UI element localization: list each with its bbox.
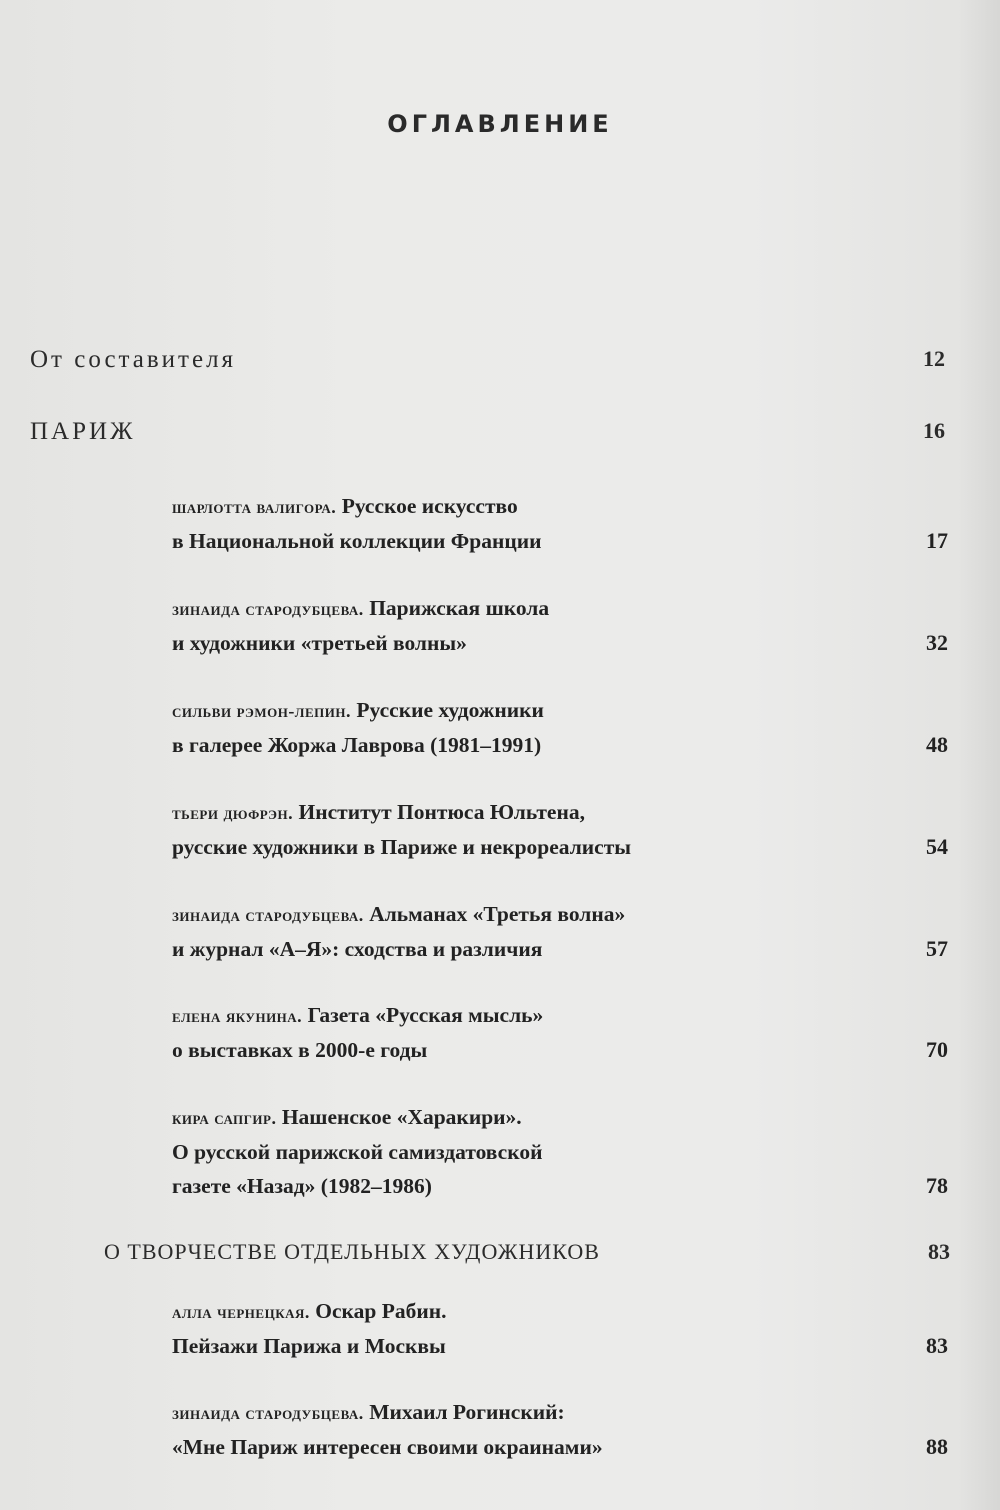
page-number: 16 (923, 418, 945, 443)
entry-title-line: «Мне Париж интересен своими окраинами» (172, 1435, 603, 1459)
toc-section-paris (30, 418, 945, 446)
page-number: 57 (926, 936, 948, 961)
page-number: 17 (926, 528, 948, 553)
entry-first-line (172, 1294, 948, 1329)
entry-title: Русские художники (356, 698, 544, 722)
toc-entry (172, 693, 948, 762)
entry-title-line: в галерее Жоржа Лаврова (1981–1991) (172, 733, 542, 757)
page-title: ОГЛАВЛЕНИЕ (387, 110, 613, 138)
entry-first-line (172, 591, 948, 626)
entry-title-line: русские художники в Париже и некрореалисты (172, 835, 632, 859)
entry-author: шарлотта валигора. (172, 497, 337, 517)
entry-author: кира сапгир. (172, 1108, 277, 1128)
entry-author: алла чернецкая. (172, 1302, 310, 1322)
entry-title: Михаил Рогинский: (369, 1400, 565, 1424)
page-number: 70 (926, 1037, 948, 1062)
entry-title-line: о выставках в 2000-е годы (172, 1038, 428, 1062)
page-edge-shadow (958, 0, 1000, 1510)
toc-entry (172, 795, 948, 864)
entry-first-line (172, 489, 948, 524)
page-number: 78 (926, 1173, 948, 1198)
entry-first-line (172, 1395, 948, 1430)
entry-title-line: и художники «третьей волны» (172, 631, 467, 655)
entry-author: зинаида стародубцева. (172, 1403, 364, 1423)
toc-subsection (104, 1239, 950, 1265)
entry-author: зинаида стародубцева. (172, 599, 364, 619)
entry-title-line: газете «Назад» (1982–1986) (172, 1174, 432, 1198)
page-number: 12 (923, 346, 945, 371)
entry-title-line: Пейзажи Парижа и Москвы (172, 1334, 446, 1358)
subsection-label: О ТВОРЧЕСТВЕ ОТДЕЛЬНЫХ ХУДОЖНИКОВ (104, 1239, 600, 1264)
entry-title-line: О русской парижской самиздатовской (172, 1140, 543, 1164)
section-label: От составителя (30, 346, 237, 373)
entry-first-line (172, 1100, 948, 1135)
entry-title: Парижская школа (369, 596, 550, 620)
page-number: 88 (926, 1434, 948, 1459)
page-number: 83 (926, 1333, 948, 1358)
entry-first-line (172, 795, 948, 830)
entry-title: Нашенское «Харакири». (281, 1105, 522, 1129)
toc-entry (172, 1294, 948, 1363)
entry-first-line (172, 693, 948, 728)
entry-title: Институт Понтюса Юльтена, (298, 800, 585, 824)
toc-entry (172, 998, 948, 1067)
entry-author: сильви рэмон-лепин. (172, 701, 352, 721)
entry-author: тьери дюфрэн. (172, 803, 294, 823)
entry-author: елена якунина. (172, 1006, 303, 1026)
toc-entry (172, 1100, 948, 1203)
entry-first-line (172, 998, 948, 1033)
page-number: 32 (926, 630, 948, 655)
entry-title: Русское искусство (341, 494, 518, 518)
entry-title: Оскар Рабин. (315, 1299, 447, 1323)
toc-entry (172, 897, 948, 966)
entry-title: Альманах «Третья волна» (369, 902, 626, 926)
entry-title-line: и журнал «А–Я»: сходства и различия (172, 937, 543, 961)
toc-section-preface (30, 346, 945, 374)
entry-author: зинаида стародубцева. (172, 905, 364, 925)
page-number: 48 (926, 732, 948, 757)
page-number: 54 (926, 834, 948, 859)
toc-entry (172, 489, 948, 558)
entry-first-line (172, 897, 948, 932)
toc-entry (172, 1395, 948, 1464)
toc-entry (172, 591, 948, 660)
entry-title-line: в Национальной коллекции Франции (172, 529, 542, 553)
page-number: 83 (928, 1239, 950, 1264)
section-label: ПАРИЖ (30, 418, 136, 445)
entry-title: Газета «Русская мысль» (307, 1003, 544, 1027)
